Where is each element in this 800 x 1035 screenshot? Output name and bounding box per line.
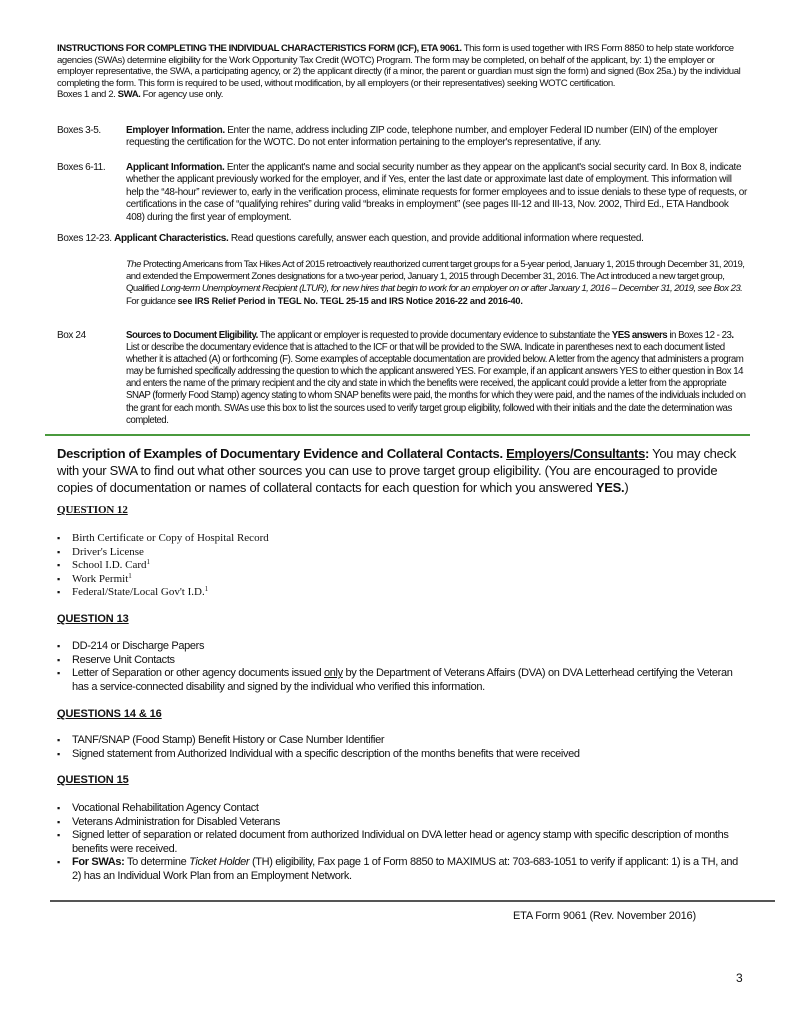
bullet-icon: ▪ [57, 587, 61, 598]
bullet-icon: ▪ [57, 803, 60, 813]
bullet-icon: ▪ [57, 533, 61, 543]
act-note-text-a: Protecting Americans from Tax Hikes Act of 2015 retroactively reauthorized current target groups for a 5-year period, January 1, 2015 through December 31, 2019, and extended the Empowerment Zones designations for a two-year period, January 1, 2015 through December 31, 2016. The Act introduced a new target group, Qualified [126, 259, 745, 294]
list-item-text: DD-214 or Discharge Papers [72, 640, 205, 652]
list-item [57, 748, 747, 762]
boxes-6-11-body [126, 162, 748, 224]
box-24-yes-answers: YES answers [611, 330, 668, 341]
list-item-text: Signed letter of separation or related document from authorized Individual on DVA letter head or agency stamp with specific description of months benefits were received. [72, 829, 729, 855]
instructions-intro [57, 43, 747, 101]
description-title: Description of Examples of Documentary Evidence and Collateral Contacts. [57, 446, 507, 461]
box-24-text-a: The applicant or employer is requested to provide documentary evidence to substantiate the [257, 330, 612, 341]
list-item [57, 573, 747, 587]
act-note-italic: Long-term Unemployment Recipient (LTUR), for new hires that begin to work for an employer on or after January 1, 2016 – December 31, 2019, see Box 23. [161, 283, 743, 294]
description-paragraph [57, 445, 747, 497]
list-item-text: Work Permit [72, 572, 129, 585]
boxes-12-23-section [57, 233, 749, 245]
instructions-intro-text: This form is used together with IRS Form 8850 to help state workforce agencies (SWAs) determine eligibility for the Work Opportunity Tax Credit (WOTC) Program. The form may be completed, on behalf of the applicant, by: 1) the employer or employer representative, the SWA, a participating agency, or 2) the applicant directly (if a minor, the parent or guardian must sign the form) and signed (Box 25a.) by the individual completing the form. This form is required to be used, without modification, by all employers (or their representatives) seeking WOTC certification. [57, 43, 741, 89]
list-item-text: Vocational Rehabilitation Agency Contact [72, 802, 259, 814]
list-item [57, 734, 747, 748]
bullet-icon: ▪ [57, 668, 60, 679]
page-number: 3 [736, 971, 743, 985]
boxes-3-5-heading: Employer Information. [126, 125, 225, 136]
list-item [57, 559, 747, 573]
list-item [57, 654, 747, 668]
boxes-12-23-label: Boxes 12-23. [57, 233, 115, 244]
list-item-text: Reserve Unit Contacts [72, 653, 175, 666]
instructions-title: INSTRUCTIONS FOR COMPLETING THE INDIVIDUAL CHARACTERISTICS FORM (ICF), ETA 9061. [57, 43, 462, 54]
question-12-heading: QUESTION 12 [57, 504, 128, 516]
description-yes: YES. [595, 480, 625, 496]
list-item [57, 667, 747, 694]
boxes-6-11-label: Boxes 6-11. [57, 162, 106, 173]
questions-14-16-list [57, 734, 747, 761]
bullet-icon: ▪ [57, 735, 60, 745]
question-13-list [57, 640, 747, 694]
list-item-text: To determine [124, 856, 190, 869]
boxes-3-5-text: Enter the name, address including ZIP code, telephone number, and employer Federal ID number (EIN) of the employer requesting the certification for the WOTC. Do not enter information pertaining to the employer's representative, if any. [126, 125, 718, 149]
list-item-text: School I.D. Card [72, 559, 147, 572]
act-note-text-c: For guidance [126, 296, 178, 307]
act-note-guidance: see IRS Relief Period in TEGL No. TEGL 25-15 and IRS Notice 2016-22 and 2016-40. [177, 296, 523, 306]
form-identifier: ETA Form 9061 (Rev. November 2016) [513, 910, 696, 922]
footnote-marker: 1 [146, 558, 151, 567]
boxes-1-2-label: Boxes 1 and 2. [57, 89, 118, 101]
bullet-icon: ▪ [57, 560, 61, 571]
box-24-dot: . [731, 330, 734, 341]
list-item-text: Birth Certificate or Copy of Hospital Record [72, 532, 269, 544]
list-item [57, 586, 747, 600]
boxes-12-23-text: Read questions carefully, answer each question, and provide additional information where requested. [228, 233, 644, 244]
boxes-3-5-body [126, 125, 748, 150]
description-close: ) [624, 480, 629, 496]
list-item-text: Letter of Separation or other agency documents issued [72, 667, 324, 680]
boxes-6-11-heading: Applicant Information. [126, 162, 225, 173]
list-item [57, 802, 747, 816]
box-24-body [126, 330, 748, 427]
list-item-text: Federal/State/Local Gov't I.D. [72, 586, 205, 599]
list-item-text: Signed statement from Authorized Individual with a specific description of the months benefits that were received [72, 747, 580, 760]
bullet-icon: ▪ [57, 654, 60, 665]
for-swas-label: For SWAs: [72, 856, 125, 869]
list-item-text: Driver's License [72, 545, 144, 558]
box-24-text-b: in Boxes 12 - 23 [667, 330, 732, 341]
list-item [57, 532, 747, 546]
question-15-list [57, 802, 747, 884]
question-13-heading: QUESTION 13 [57, 613, 129, 625]
act-note [126, 259, 748, 308]
boxes-1-2-heading: SWA. [117, 89, 141, 101]
list-item-text: Veterans Administration for Disabled Veterans [72, 815, 281, 828]
footer-divider [50, 900, 775, 902]
box-24-heading: Sources to Document Eligibility. [126, 330, 258, 341]
list-item [57, 856, 747, 883]
list-item [57, 546, 747, 560]
ticket-holder-term: Ticket Holder [189, 856, 250, 869]
bullet-icon: ▪ [57, 816, 60, 827]
footnote-marker: 1 [128, 571, 132, 580]
bullet-icon: ▪ [57, 857, 60, 868]
description-colon: : [645, 446, 650, 461]
act-note-the: The [126, 259, 141, 270]
employers-consultants-label: Employers/Consultants [506, 446, 646, 461]
question-12-list [57, 532, 747, 600]
description-text: You may check with your SWA to find out what other sources you can use to prove target group eligibility. (You are encouraged to provide copies of documentation or names of collateral contacts for each question for which you answered [57, 446, 736, 496]
list-item-text: (TH) eligibility, Fax page 1 of Form 8850 to MAXIMUS at: 703-683-1051 to verify if applicant: 1) is a TH, and 2) has an Individual Work Plan from an Employment Network. [72, 856, 738, 882]
question-15-heading: QUESTION 15 [57, 774, 129, 786]
list-item [57, 640, 747, 654]
box-24-text-c: List or describe the documentary evidence that is attached to the ICF or that will be provided to the SWA. Indicate in parentheses next to each document listed whether it is attached (A) or forthcoming (F). Some examples of acceptable documentation are provided below. A letter from the agency that administers a program may be furnished specifically addressing the question to which the applicant answered YES. For example, if an applicant answers YES to either question in Box 14 and enters the name of the primary recipient and the city and state in which the benefits were received, the applicant could provide a letter from the appropriate SNAP (formerly Food Stamp) agency stating to whom SNAP benefits were paid, the months for which they were paid, and the names of the individuals included on the grant for each month. SWAs use this box to list the sources used to verify target group eligibility, followed with their initials and the date the determination was completed. [126, 342, 746, 426]
bullet-icon: ▪ [57, 546, 61, 557]
list-item [57, 816, 747, 830]
list-item-text: TANF/SNAP (Food Stamp) Benefit History or Case Number Identifier [72, 734, 385, 746]
questions-14-16-heading: QUESTIONS 14 & 16 [57, 708, 162, 720]
only-emphasis: only [324, 667, 343, 680]
bullet-icon: ▪ [57, 830, 60, 841]
footnote-marker: 1 [204, 585, 209, 594]
boxes-3-5-label: Boxes 3-5. [57, 125, 101, 136]
bullet-icon: ▪ [57, 748, 60, 759]
list-item-text: by the Department of Veterans Affairs (DVA) on DVA Letterhead certifying the Veteran has a service-connected disability and signed by the individual who verified this information. [72, 667, 733, 693]
bullet-icon: ▪ [57, 573, 61, 584]
boxes-1-2-text: For agency use only. [140, 89, 223, 101]
box-24-label: Box 24 [57, 330, 86, 341]
boxes-6-11-text: Enter the applicant's name and social security number as they appear on the applicant's social security card. In Box 8, indicate whether the applicant previously worked for the employer, and if Yes, enter the last date or approximate last date of employment. This information will help the “48-hour” reviewer to, early in the verification process, eliminate requests for former employees and to issue denials to these type of requests, or certifications in the case of “qualifying rehires” during valid “breaks in employment” (see pages III-12 and III-13, Nov. 2002, Third Ed., ETA Handbook 408) during the first year of employment. [126, 162, 747, 223]
boxes-12-23-heading: Applicant Characteristics. [114, 233, 229, 244]
list-item [57, 829, 747, 856]
section-divider-green [45, 434, 750, 436]
bullet-icon: ▪ [57, 641, 60, 651]
